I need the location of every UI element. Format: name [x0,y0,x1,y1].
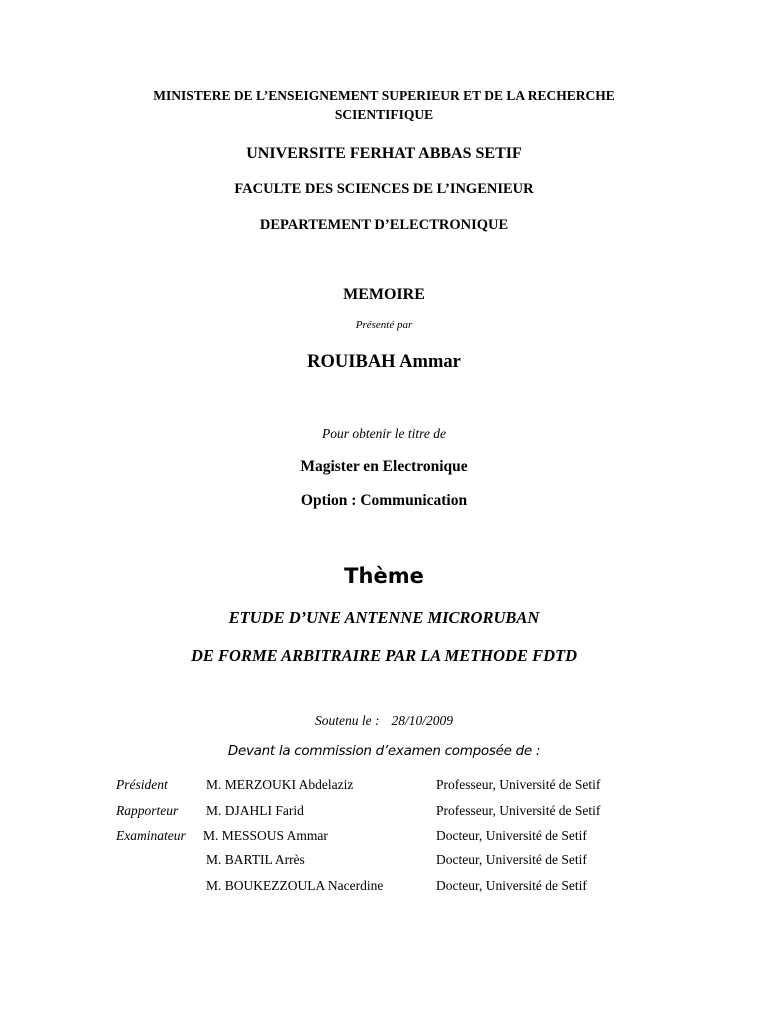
thesis-title-line-1: ETUDE D’UNE ANTENNE MICRORUBAN [228,608,540,627]
jury-row [0,829,768,847]
degree-intro: Pour obtenir le titre de [322,426,446,441]
committee-intro: Devant la commission d’examen composée de : [227,743,541,759]
degree-option: Option : Communication [300,492,468,509]
degree-name: Magister en Electronique [300,458,468,475]
jury-row [0,778,768,796]
memoire-label: MEMOIRE [343,286,425,303]
presented-by: Présenté par [355,319,413,331]
jury-role: Rapporteur [116,803,179,818]
jury-member: M. BARTIL Arrès [206,852,305,867]
jury-affiliation: Professeur, Université de Setif [436,803,601,818]
defense-date-line [0,714,768,728]
jury-role: Examinateur [116,828,186,843]
defense-label: Soutenu le : [315,713,380,728]
jury-row [0,804,768,822]
faculty-name: FACULTE DES SCIENCES DE L’INGENIEUR [234,181,534,197]
jury-affiliation: Docteur, Université de Setif [436,852,587,867]
jury-member: M. BOUKEZZOULA Nacerdine [206,878,384,893]
defense-date: 28/10/2009 [391,713,453,728]
jury-row [0,879,768,897]
jury-member: M. MERZOUKI Abdelaziz [206,777,354,792]
author-name: ROUIBAH Ammar [307,352,461,372]
jury-role: Président [116,777,168,792]
department-name: DEPARTEMENT D’ELECTRONIQUE [259,217,509,233]
jury-affiliation: Docteur, Université de Setif [436,878,587,893]
jury-row [0,853,768,871]
ministry-line-1: MINISTERE DE L’ENSEIGNEMENT SUPERIEUR ET DE LA RECHERCHE [153,88,615,103]
jury-member: M. DJAHLI Farid [206,803,304,818]
thesis-title-line-2: DE FORME ARBITRAIRE PAR LA METHODE FDTD [190,646,577,665]
jury-affiliation: Docteur, Université de Setif [436,828,587,843]
ministry-line-2: SCIENTIFIQUE [334,107,434,122]
jury-member: M. MESSOUS Ammar [203,828,328,843]
university-name: UNIVERSITE FERHAT ABBAS SETIF [246,145,522,162]
jury-affiliation: Professeur, Université de Setif [436,777,601,792]
theme-label: Thème [344,564,424,588]
